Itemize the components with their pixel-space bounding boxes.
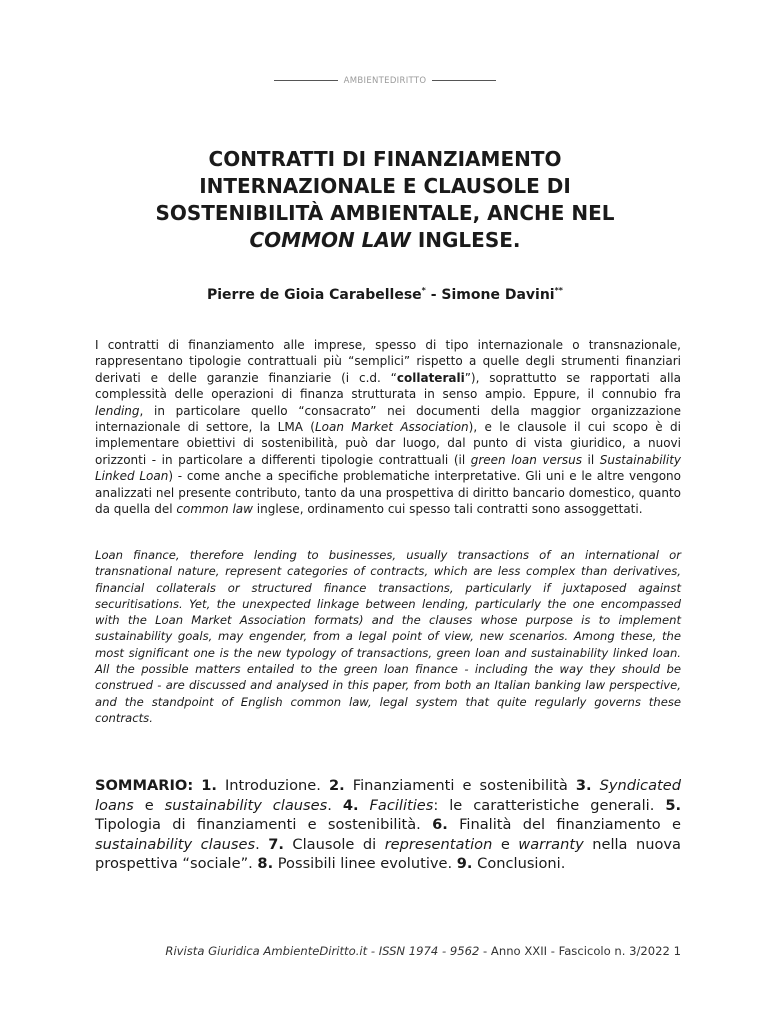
page-footer <box>95 944 681 958</box>
toc-item: e <box>133 796 165 814</box>
toc-item: Clausole di <box>283 835 385 853</box>
toc-number: 4. <box>342 796 359 814</box>
toc-item: representation <box>384 835 493 853</box>
toc-item: . <box>327 796 343 814</box>
abstract-english: Loan finance, therefore lending to businesses, usually transactions of an international or transnational nature, represent categories of contracts, which are less complex than derivatives, financial collaterals or structured finance transactions, particularly if juxtaposed against securitisations. Yet, the unexpected linkage between lending, particularly the one encompassed with the Loan Market Association formats) and the clauses whose purpose is to implement sustainability goals, may engender, from a legal point of view, new scenarios. Among these, the most significant one is the new typology of transactions, green loan and sustainability linked loan. All the possible matters entailed to the green loan finance - including the way they should be construed - are discussed and analysed in this paper, from both an Italian banking law perspective, and the standpoint of English common law, legal system that quite regularly governs these contracts. <box>95 548 681 725</box>
author-line <box>95 286 675 303</box>
toc-number: 6. <box>432 816 448 834</box>
title-common-law: COMMON LAW <box>249 228 411 252</box>
abstract-it-italic-sll: Sustainability Linked Loan <box>95 452 682 484</box>
toc-item: Tipologia di finanziamenti e sostenibilità. <box>95 816 433 834</box>
header-rule-right <box>432 80 496 81</box>
toc-number: 3. <box>575 777 592 794</box>
table-of-contents <box>95 776 681 874</box>
footer-journal: Rivista Giuridica AmbienteDiritto.it - ISSN 1974 - 9562 <box>165 944 480 958</box>
summary-label: SOMMARIO: <box>95 777 194 794</box>
journal-tag: AMBIENTEDIRITTO <box>343 76 427 86</box>
abstract-it-text-3: , in particolare quello “consacrato” nei documenti della maggior organizzazione internazionale di settore, la LMA ( <box>95 403 681 435</box>
abstract-it-text-7: inglese, ordinamento cui spesso tali contratti sono assoggettati. <box>252 502 643 517</box>
title-line-2: INTERNAZIONALE E CLAUSOLE DI <box>199 174 571 198</box>
toc-item: Finanziamenti e sostenibilità <box>344 777 576 794</box>
abstract-it-text-1: I contratti di finanziamento alle imprese, spesso di tipo internazionale o transnazionale, rappresentano tipologie contrattuali più “semplici” rispetto a quelle degli strumenti finanziari derivati e delle garanzie finanziarie (i c.d. “ <box>95 338 681 385</box>
toc-item: . <box>255 835 269 853</box>
toc-item: Possibili linee evolutive. <box>273 855 457 873</box>
running-header <box>0 76 770 86</box>
toc-number: 8. <box>257 855 274 873</box>
title-line-4 <box>95 227 675 254</box>
author-separator: - <box>425 287 442 303</box>
article-title <box>95 146 675 254</box>
footer-issue: - Anno XXII - Fascicolo n. 3/2022 <box>479 944 674 958</box>
abstract-it-italic-common-law: common law <box>176 502 253 517</box>
toc-item: : le caratteristiche generali. <box>433 796 666 814</box>
title-line-1: CONTRATTI DI FINANZIAMENTO <box>208 147 562 171</box>
abstract-it-bold-collaterali: collaterali <box>396 370 465 385</box>
toc-item: Syndicated loans <box>95 777 681 814</box>
page-number: 1 <box>673 944 681 958</box>
toc-item: sustainability clauses <box>95 835 256 853</box>
toc-number: 5. <box>665 796 682 814</box>
toc-item: nella nuova prospettiva “sociale”. <box>95 835 681 873</box>
title-line-3: SOSTENIBILITÀ AMBIENTALE, ANCHE NEL <box>155 201 615 225</box>
toc-item: Facilities <box>369 796 434 814</box>
toc-item: warranty <box>518 835 584 853</box>
toc-item: e <box>492 835 519 853</box>
abstract-it-italic-lma: Loan Market Association <box>314 420 469 435</box>
abstract-it-text-4: ), e le clausole il cui scopo è di implementare obiettivi di sostenibilità, può dar luogo, dal punto di vista giuridico, a nuovi orizzonti - in particolare a differenti tipologie contrattuali (il <box>95 420 681 467</box>
title-end: INGLESE. <box>410 228 521 252</box>
toc-number: 9. <box>456 855 473 873</box>
abstract-it-text-2: ”), soprattutto se rapportati alla complessità delle operazioni di finanza strutturata in senso ampio. Eppure, il connubio fra <box>95 370 681 402</box>
abstract-it-italic-lending: lending <box>95 403 140 418</box>
toc-item: sustainability clauses <box>164 796 328 814</box>
header-rule-left <box>274 80 338 81</box>
author-2: Simone Davini <box>441 287 555 303</box>
toc-number: 2. <box>328 777 345 794</box>
toc-item: Finalità del finanziamento e <box>447 816 681 834</box>
author-1-footnote-mark: * <box>421 286 426 295</box>
abstract-it-text-5: il <box>581 452 600 467</box>
toc-item: Conclusioni. <box>472 855 566 873</box>
abstract-it-italic-green-loan: green loan versus <box>470 452 582 467</box>
toc-number: 1. <box>201 777 217 794</box>
author-1: Pierre de Gioia Carabellese <box>207 287 422 303</box>
abstract-it-text-6: ) - come anche a specifiche problematiche interpretative. Gli uni e le altre vengono analizzati nel presente contributo, tanto da una prospettiva di diritto bancario domestico, quanto da quella del <box>95 469 681 517</box>
toc-item: Introduzione. <box>216 777 329 794</box>
toc-number: 7. <box>268 835 284 853</box>
author-2-footnote-mark: ** <box>554 286 563 295</box>
abstract-italian <box>95 337 681 517</box>
